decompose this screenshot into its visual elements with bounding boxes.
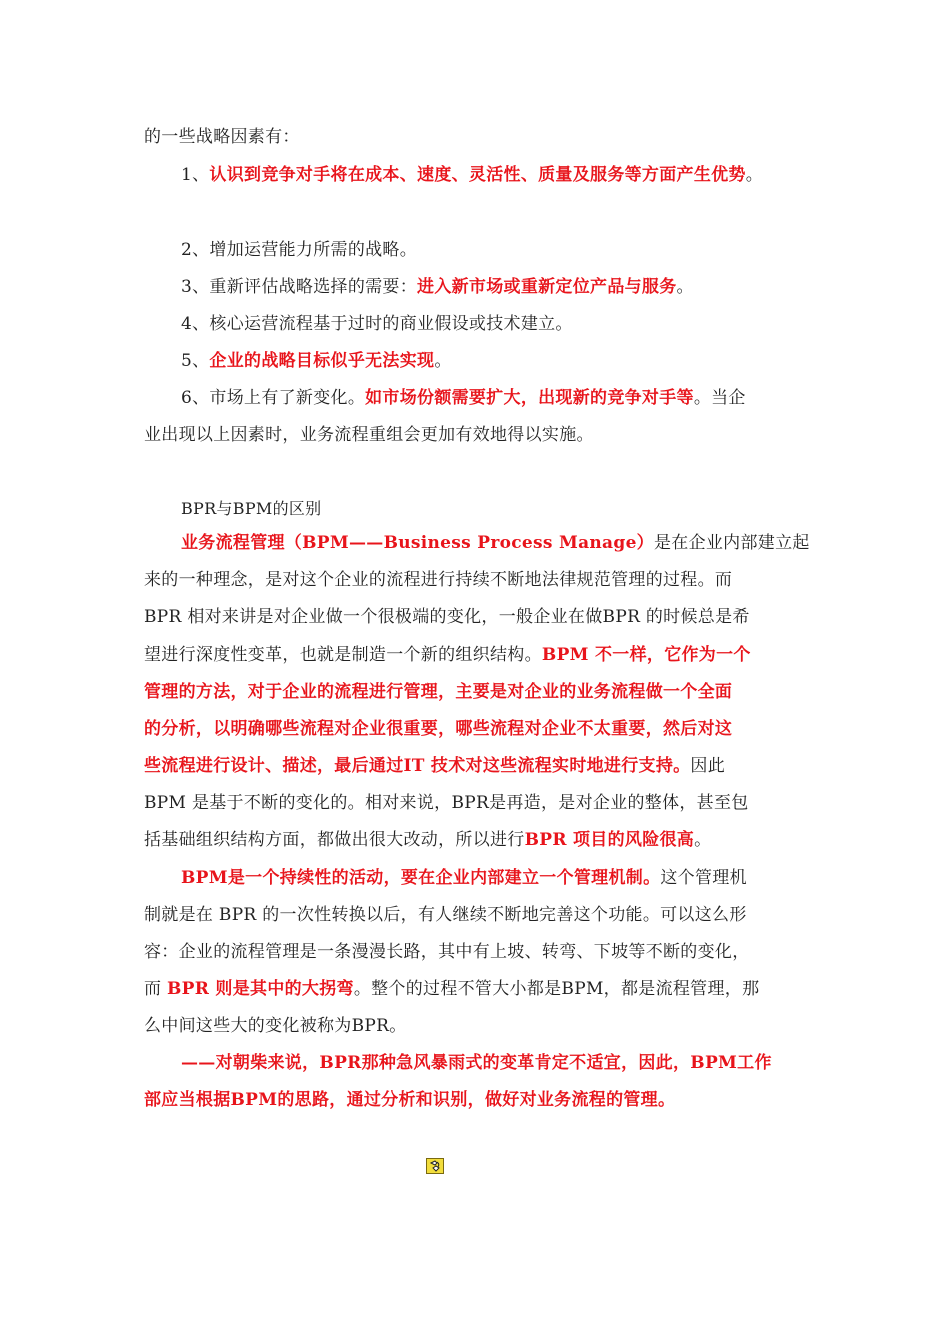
list-item-6-continuation: 业出现以上因素时，业务流程重组会更加有效地得以实施。 — [144, 425, 594, 445]
list-item-6: 6、市场上有了新变化。如市场份额需要扩大，出现新的竞争对手等。当企 — [181, 388, 746, 408]
paragraph-2-line-3: 容：企业的流程管理是一条漫漫长路，其中有上坡、转弯、下坡等不断的变化， — [144, 942, 750, 962]
list-intro: 的一些战略因素有： — [144, 127, 300, 147]
paragraph-1-line-1: 业务流程管理（BPM——Business Process Manage）是在企业内部建立起 — [181, 533, 810, 553]
list-item-1: 1、认识到竞争对手将在成本、速度、灵活性、质量及服务等方面产生优势。 — [181, 165, 764, 185]
embedded-object-icon[interactable] — [426, 1158, 444, 1174]
paragraph-1-line-5: 管理的方法，对于企业的流程进行管理，主要是对企业的业务流程做一个全面 — [144, 682, 733, 702]
paragraph-2-line-2: 制就是在 BPR 的一次性转换以后，有人继续不断地完善这个功能。可以这么形 — [144, 905, 747, 925]
list-item-2: 2、增加运营能力所需的战略。 — [181, 240, 418, 260]
paragraph-2-line-5: 么中间这些大的变化被称为BPR。 — [144, 1016, 407, 1036]
paragraph-1-line-8: BPM 是基于不断的变化的。相对来说，BPR是再造，是对企业的整体，甚至包 — [144, 793, 749, 813]
paragraph-1-line-4: 望进行深度性变革，也就是制造一个新的组织结构。BPM 不一样，它作为一个 — [144, 645, 751, 665]
list-item-4: 4、核心运营流程基于过时的商业假设或技术建立。 — [181, 314, 573, 334]
paragraph-1-line-3: BPR 相对来讲是对企业做一个很极端的变化，一般企业在做BPR 的时候总是希 — [144, 607, 750, 627]
paragraph-3-line-1: ——对朝柴来说，BPR那种急风暴雨式的变革肯定不适宜，因此，BPM工作 — [181, 1053, 772, 1073]
paragraph-1-line-2: 来的一种理念，是对这个企业的流程进行持续不断地法律规范管理的过程。而 — [144, 570, 733, 590]
paragraph-2-line-4: 而 BPR 则是其中的大拐弯。整个的过程不管大小都是BPM，都是流程管理，那 — [144, 979, 760, 999]
paragraph-2-line-1: BPM是一个持续性的活动，要在企业内部建立一个管理机制。这个管理机 — [181, 868, 747, 888]
paragraph-3-line-2: 部应当根据BPM的思路，通过分析和识别，做好对业务流程的管理。 — [144, 1090, 676, 1110]
section-heading: BPR与BPM的区别 — [181, 499, 322, 518]
paragraph-1-line-7: 些流程进行设计、描述，最后通过IT 技术对这些流程实时地进行支持。因此 — [144, 756, 726, 776]
list-item-3: 3、重新评估战略选择的需要：进入新市场或重新定位产品与服务。 — [181, 277, 694, 297]
paragraph-1-line-6: 的分析，以明确哪些流程对企业很重要，哪些流程对企业不太重要，然后对这 — [144, 719, 733, 739]
list-item-5: 5、企业的战略目标似乎无法实现。 — [181, 351, 452, 371]
paragraph-1-line-9: 括基础组织结构方面，都做出很大改动，所以进行BPR 项目的风险很高。 — [144, 830, 712, 850]
refresh-arrows-icon — [427, 1159, 443, 1173]
